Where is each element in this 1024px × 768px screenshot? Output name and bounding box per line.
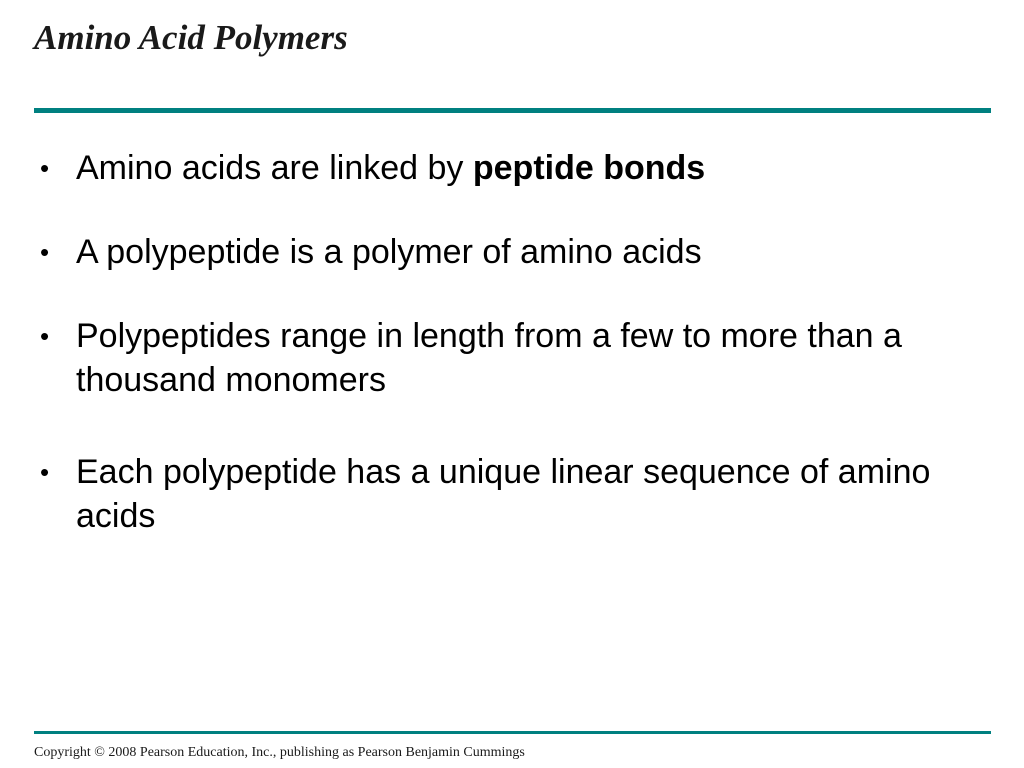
title-divider bbox=[34, 108, 991, 113]
bullet-marker: • bbox=[40, 153, 50, 183]
bullet-text bbox=[76, 146, 976, 190]
slide-title: Amino Acid Polymers bbox=[34, 18, 348, 57]
copyright-footer: Copyright © 2008 Pearson Education, Inc., publishing as Pearson Benjamin Cummings bbox=[34, 745, 525, 760]
bullet-marker: • bbox=[40, 457, 50, 487]
bullet-text: A polypeptide is a polymer of amino acids bbox=[76, 233, 702, 271]
bullet-marker: • bbox=[40, 237, 50, 267]
footer-divider bbox=[34, 731, 991, 734]
bullet-text-plain: Amino acids are linked by bbox=[76, 149, 473, 187]
bullet-text-bold: peptide bonds bbox=[472, 149, 706, 187]
bullet-text: Polypeptides range in length from a few to more than a thousand monomers bbox=[76, 317, 902, 399]
bullet-text: Each polypeptide has a unique linear sequence of amino acids bbox=[76, 453, 931, 535]
bullet-marker: • bbox=[40, 321, 50, 351]
